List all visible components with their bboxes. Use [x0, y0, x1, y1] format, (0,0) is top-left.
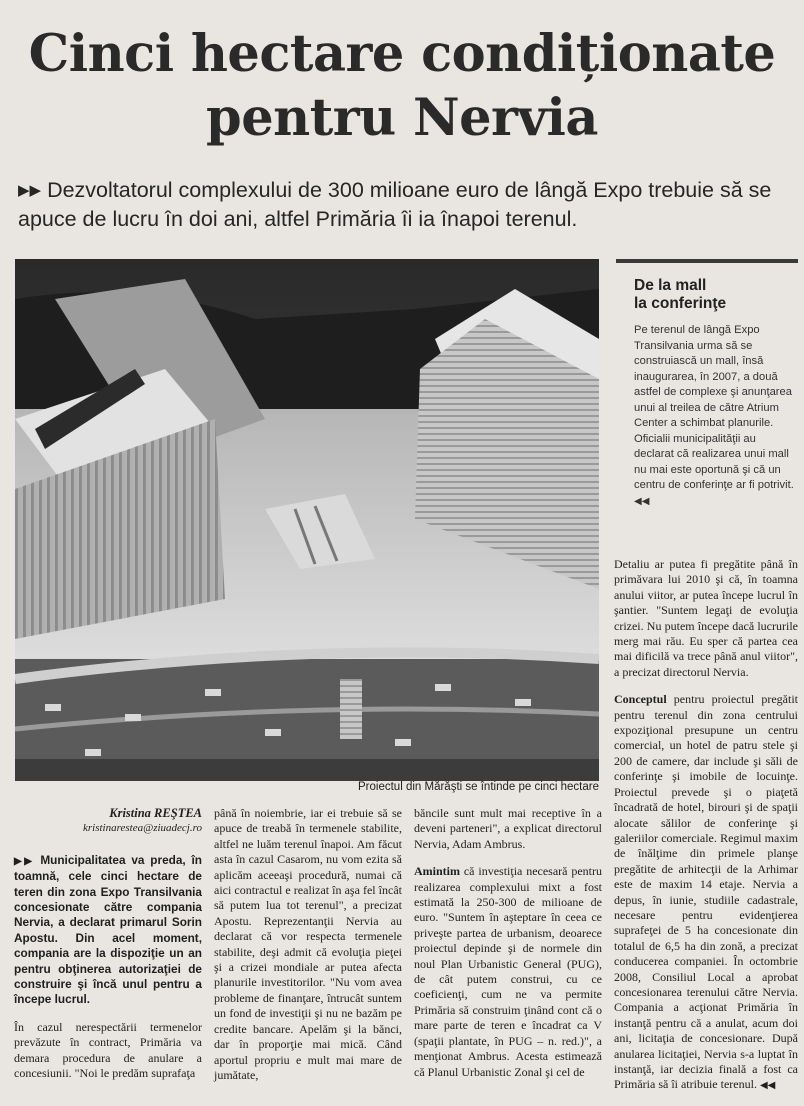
photo-caption: Proiectul din Mărăşti se întinde pe cinci hectare	[358, 781, 599, 793]
sidebar-rule	[616, 259, 798, 263]
project-rendering-photo	[15, 259, 599, 781]
author-name: Kristina REŞTEA	[109, 806, 202, 820]
deck	[18, 176, 788, 233]
body-paragraph: băncile sunt mult mai receptive în a deveni parteneri", a explicat directorul Nervia, Adam Ambrus.	[414, 806, 602, 851]
article-column-1	[14, 806, 202, 1094]
end-mark-icon: ◀◀	[759, 1080, 776, 1092]
lead-paragraph: ▶▶ Municipalitatea va preda, în toamnă, cele cinci hectare de teren din zona Expo Transilvania concesionate către compania Nervia, a declarat primarul Sorin Apostu. Din acel moment, compania are la dispoziţie un an pentru obţinerea autorizaţiei de construire şi încă unul pentru a începe lucrul.	[14, 852, 203, 1007]
headline-line-1: Cinci hectare condiționate	[28, 24, 776, 84]
deck-text: Dezvoltatorul complexului de 300 milioane euro de lângă Expo trebuie să se apuce de lucru în doi ani, altfel Primăria îi ia înapoi terenul.	[18, 178, 772, 231]
headline-line-2: pentru Nervia	[206, 88, 598, 148]
sidebar-body: Pe terenul de lângă Expo Transilvania urma să se construiască un mall, însă inaugurarea, în 2007, a două astfel de complexe şi anunţarea unui al treilea de către Atrium Center a schimbat planurile. Oficialii municipalităţii au declarat că realizarea unui mall nu mai este oportună şi că un centru de conferinţe ar fi potrivit. ◀◀	[634, 324, 794, 507]
article-column-2	[214, 806, 402, 1095]
article-column-3	[414, 806, 602, 1092]
body-paragraph: Conceptul pentru proiectul pregătit pentru terenul din zona centrului expoziţional presupune un centru comercial, un hotel de patru stele şi 200 de camere, dar include şi săli de conferinţe şi imobile de locuinţe. Proiectul prevede şi o piaţetă încadrată de hotel, birouri şi de spaţii alocate sălilor de conferinţe şi galeriilor comerciale. Regimul maxim de înălţime din primele planşe pregătite de arhitecţii de la Arhimar este de maxim 14 etaje. Nervia a depus, în iunie, studiile cadastrale, necesare pentru evidenţierea suprafeţei de 5 ha concesionate din totalul de 6,5 ha din zonă, a precizat conducerea companiei. În octombrie 2008, Consiliul Local a aprobat concesionarea terenului către Nervia. Compania a acţionat Primăria în instanţă pentru că a anulat, acum doi ani, licitaţia de concesionare. După anularea licitaţiei, Nervia s-a luptat în instanţă, iar decizia finală a fost ca Primăria să îi atribuie terenul. ◀◀	[614, 692, 798, 1092]
byline	[14, 806, 202, 837]
author-email: kristinarestea@ziuadecj.ro	[83, 822, 202, 835]
body-paragraph: În cazul nerespectării termenelor prevăzute în contract, Primăria va demara procedura de anulare a concesiunii. "Noi le predăm suprafaţa	[14, 1019, 202, 1081]
article-column-4	[614, 557, 798, 1106]
deck-arrow-icon: ▶▶	[18, 182, 42, 199]
headline	[20, 22, 784, 150]
body-paragraph: până în noiembrie, iar ei trebuie să se apuce de treabă în termenele stabilite, altfel ne luăm terenul înapoi. Am făcut asta în cazul Casarom, nu vom ezita să aplicăm aceeaşi procedură, numai că aici contractul e realizat în aşa fel încât să putem lua tot terenul", a precizat Apostu. Reprezentanţii Nervia au declarat că vor respecta termenele stabilite, deşi admit că evoluţia pieţei şi a crizei mondiale ar putea afecta planurile investitorilor. "Nu vom avea probleme de finanţare, întrucât suntem un fond de investiţii şi nu ne bazăm pe credite bancare. Apelăm şi la bănci, dar în proporţie mai mică. Când aportul propriu e mult mai mare de jumătate,	[214, 806, 402, 1082]
sidebar-box	[616, 259, 798, 541]
sidebar-title	[634, 277, 798, 313]
sidebar-title-line-1: De la mall	[634, 277, 707, 294]
body-paragraph: Amintim că investiţia necesară pentru realizarea complexului mixt a fost estimată la 250-300 de milioane de euro. "Suntem în aşteptare în ceea ce priveşte partea de urbanism, deoarece proiectul depinde şi de normele din noul Plan Urbanistic General (PUG), de cât putem construi, cu ce coeficienţi, cum ne va permite Primăria să construim ţinând cont că o mare parte de teren e încadrat ca V (spaţii plantate, în PUG – n. red.)", a menţionat Ambrus. Acesta estimează că Planul Urbanistic Zonal şi cel de	[414, 864, 602, 1079]
sidebar-title-line-2: la conferinţe	[634, 295, 727, 312]
end-mark-icon: ◀◀	[634, 495, 650, 507]
body-paragraph: Detaliu ar putea fi pregătite până în primăvara lui 2010 şi că, în toamna anului viitor, ar putea începe lucrul în şantier. "Suntem legaţi de evoluţia crizei. Nu putem începe dacă lucrurile merg mai rău. Eu sper că partea cea mai dificilă va trece până anul viitor", a precizat directorul Nervia.	[614, 557, 798, 679]
lead-arrow-icon: ▶▶	[14, 855, 35, 867]
